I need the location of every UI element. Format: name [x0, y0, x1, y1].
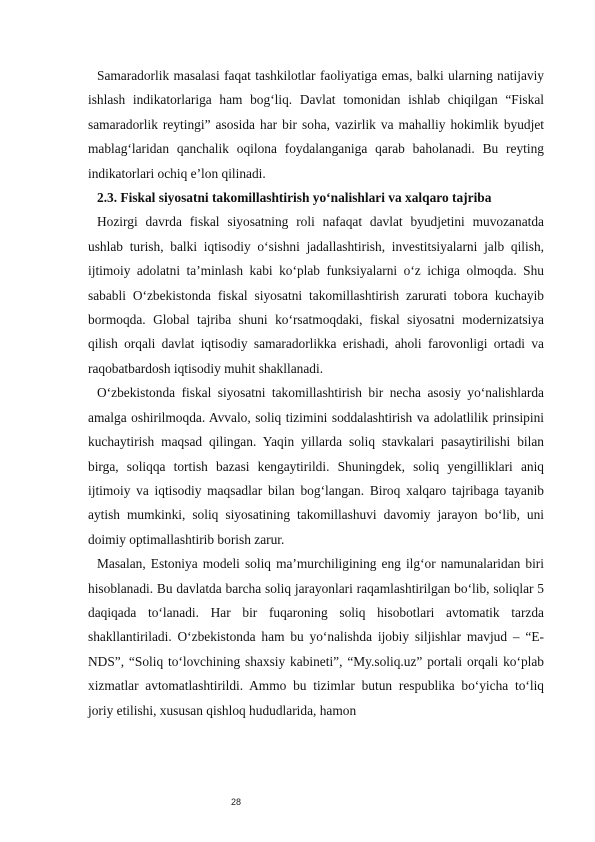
paragraph-estonia-model: Masalan, Estoniya modeli soliq ma’murchiligining eng ilg‘or namunalaridan biri hisoblanadi. Bu davlatda barcha soliq jarayonlari raqamlashtirilgan bo‘lib, soliqlar 5 daqiqada to‘lanadi. Har bir fuqaroning soliq hisobotlari avtomatik tarzda shakllantiriladi. O‘zbekistonda ham bu yo‘nalishda ijobiy siljishlar mavjud – “E-NDS”, “Soliq to‘lovchining shaxsiy kabineti”, “My.soliq.uz” portali orqali ko‘plab xizmatlar avtomatlashtirildi. Ammo bu tizimlar butun respublika bo‘yicha to‘liq joriy etilishi, xususan qishloq hududlarida, hamon	[88, 556, 544, 718]
paragraph-uzbekistan-directions: O‘zbekistonda fiskal siyosatni takomillashtirish bir necha asosiy yo‘nalishlarda amalga oshirilmoqda. Avvalo, soliq tizimini soddalashtirish va adolatlilik prinsipini kuchaytirish maqsad qilingan. Yaqin yillarda soliq stavkalari pasaytirilishi bilan birga, soliqqa tortish bazasi kengaytirildi. Shuningdek, soliq yengilliklari aniq ijtimoiy va iqtisodiy maqsadlar bilan bog‘langan. Biroq xalqaro tajribaga tayanib aytish mumkinki, soliq siyosatining takomillashuvi davomiy jarayon bo‘lib, uni doimiy optimallashtirib borish zarur.	[88, 385, 544, 547]
document-page	[88, 64, 544, 723]
paragraph-fiscal-efficiency: Samaradorlik masalasi faqat tashkilotlar faoliyatiga emas, balki ularning natijaviy ishlash indikatorlariga ham bog‘liq. Davlat tomonidan ishlab chiqilgan “Fiskal samaradorlik reytingi” asosida har bir soha, vazirlik va mahalliy hokimlik byudjet mablag‘laridan qanchalik oqilona foydalanganiga qarab baholanadi. Bu reyting indikatorlari ochiq e’lon qilinadi.	[88, 68, 544, 181]
paragraph-fiscal-policy-role: Hozirgi davrda fiskal siyosatning roli nafaqat davlat byudjetini muvozanatda ushlab turish, balki iqtisodiy o‘sishni jadallashtirish, investitsiyalarni jalb qilish, ijtimoiy adolatni ta’minlash kabi ko‘plab funksiyalarni o‘z ichiga olmoqda. Shu sababli O‘zbekistonda fiskal siyosatni takomillashtirish zarurati tobora kuchayib bormoqda. Global tajriba shuni ko‘rsatmoqdaki, fiskal siyosatni modernizatsiya qilish orqali davlat iqtisodiy samaradorlikka erishadi, aholi farovonligi ortadi va raqobatbardosh iqtisodiy muhit shakllanadi.	[88, 214, 544, 376]
section-heading: 2.3. Fiskal siyosatni takomillashtirish yo‘nalishlari va xalqaro tajriba	[97, 190, 492, 206]
page-number: 28	[231, 797, 242, 807]
